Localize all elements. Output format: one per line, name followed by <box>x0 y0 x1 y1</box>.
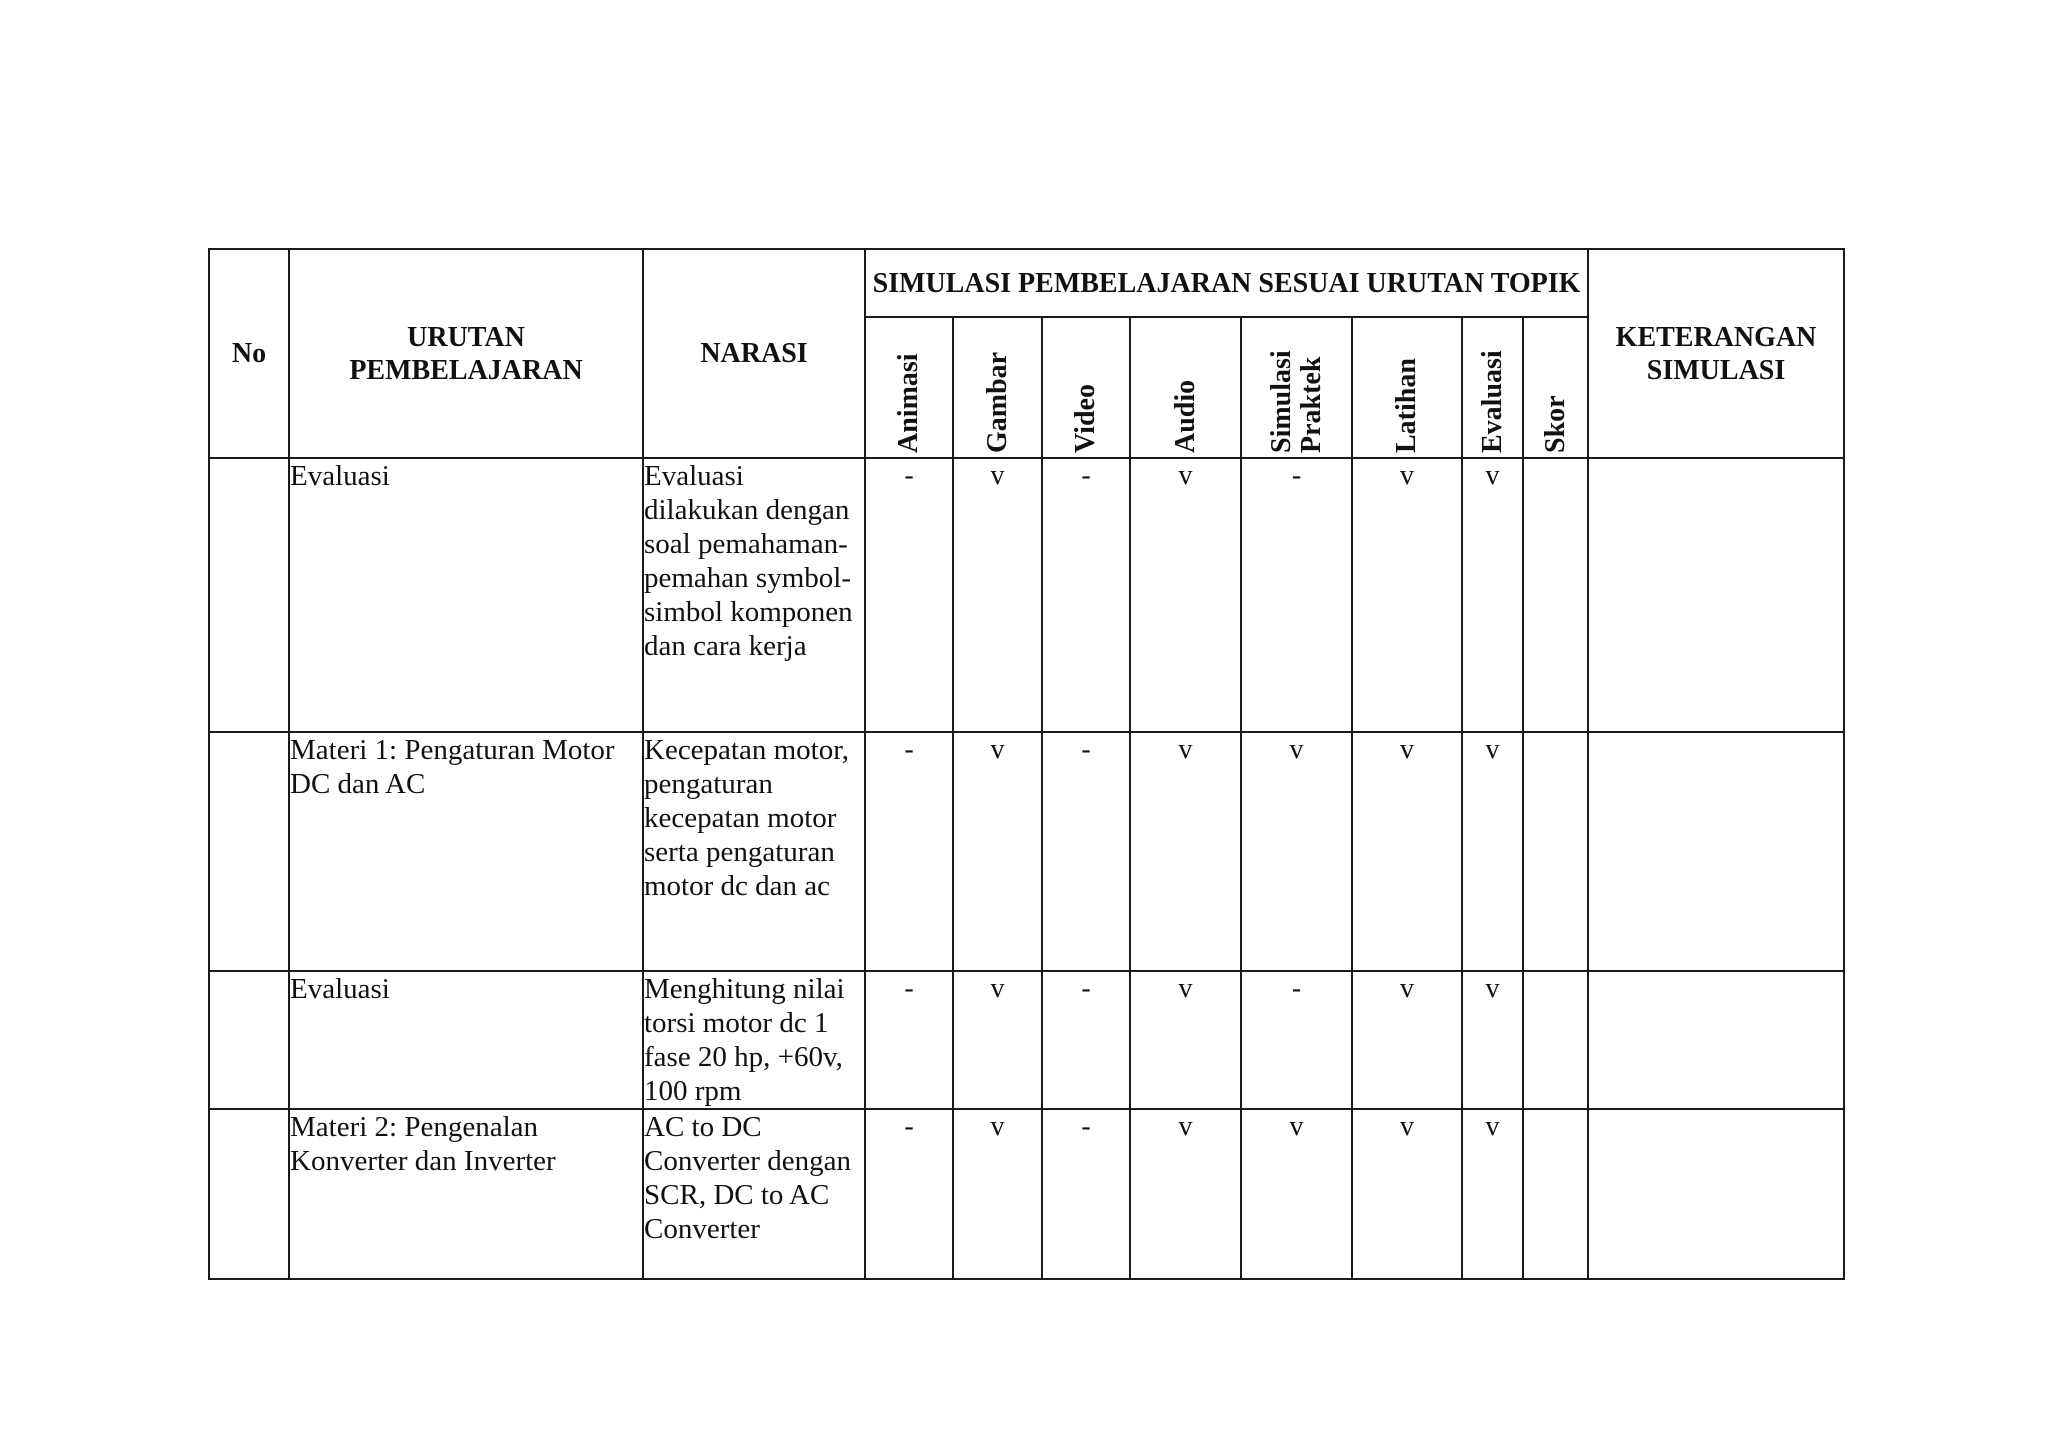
cell-video: - <box>1042 458 1130 732</box>
cell-urutan: Evaluasi <box>289 971 643 1109</box>
cell-video: - <box>1042 971 1130 1109</box>
cell-narasi: Kecepatan motor, pengaturan kecepatan motor serta pengaturan motor dc dan ac <box>643 732 865 971</box>
cell-audio: v <box>1130 732 1241 971</box>
cell-no <box>209 458 289 732</box>
header-gambar-label: Gambar <box>981 351 1013 453</box>
header-animasi-label: Animasi <box>893 352 924 453</box>
cell-narasi: AC to DC Converter dengan SCR, DC to AC Converter <box>643 1109 865 1279</box>
cell-skor <box>1523 971 1588 1109</box>
cell-urutan: Evaluasi <box>289 458 643 732</box>
header-video-label: Video <box>1070 383 1101 453</box>
cell-latihan: v <box>1352 458 1462 732</box>
header-latihan-label: Latihan <box>1391 357 1422 453</box>
header-latihan <box>1352 317 1462 458</box>
cell-simulasi-praktek: - <box>1241 971 1352 1109</box>
cell-skor <box>1523 458 1588 732</box>
cell-gambar: v <box>953 1109 1042 1279</box>
cell-animasi: - <box>865 971 953 1109</box>
header-simulasi-group: SIMULASI PEMBELAJARAN SESUAI URUTAN TOPIK <box>865 249 1588 317</box>
cell-latihan: v <box>1352 971 1462 1109</box>
header-urutan-pembelajaran: URUTAN PEMBELAJARAN <box>289 249 643 458</box>
cell-skor <box>1523 1109 1588 1279</box>
cell-evaluasi: v <box>1462 458 1523 732</box>
cell-audio: v <box>1130 1109 1241 1279</box>
header-audio-label: Audio <box>1169 379 1201 453</box>
table-row <box>209 458 1844 732</box>
cell-no <box>209 1109 289 1279</box>
cell-evaluasi: v <box>1462 732 1523 971</box>
cell-gambar: v <box>953 458 1042 732</box>
cell-audio: v <box>1130 458 1241 732</box>
header-evaluasi-label: Evaluasi <box>1476 349 1508 453</box>
cell-keterangan <box>1588 732 1844 971</box>
cell-keterangan <box>1588 1109 1844 1279</box>
cell-simulasi-praktek: - <box>1241 458 1352 732</box>
cell-narasi: Evaluasi dilakukan dengan soal pemahaman-pemahan symbol-simbol komponen dan cara kerja <box>643 458 865 732</box>
cell-animasi: - <box>865 732 953 971</box>
header-narasi: NARASI <box>643 249 865 458</box>
cell-latihan: v <box>1352 732 1462 971</box>
cell-animasi: - <box>865 1109 953 1279</box>
cell-animasi: - <box>865 458 953 732</box>
cell-video: - <box>1042 1109 1130 1279</box>
cell-no <box>209 732 289 971</box>
cell-simulasi-praktek: v <box>1241 1109 1352 1279</box>
table-row <box>209 732 1844 971</box>
cell-urutan: Materi 1: Pengaturan Motor DC dan AC <box>289 732 643 971</box>
header-simulasi-praktek <box>1241 317 1352 458</box>
cell-no <box>209 971 289 1109</box>
cell-simulasi-praktek: v <box>1241 732 1352 971</box>
learning-simulation-table <box>208 248 1845 1280</box>
header-evaluasi <box>1462 317 1523 458</box>
header-video <box>1042 317 1130 458</box>
header-skor <box>1523 317 1588 458</box>
cell-skor <box>1523 732 1588 971</box>
table-row <box>209 1109 1844 1279</box>
cell-video: - <box>1042 732 1130 971</box>
header-animasi <box>865 317 953 458</box>
header-skor-label: Skor <box>1539 394 1571 453</box>
cell-evaluasi: v <box>1462 1109 1523 1279</box>
cell-gambar: v <box>953 732 1042 971</box>
cell-keterangan <box>1588 971 1844 1109</box>
header-audio <box>1130 317 1241 458</box>
cell-latihan: v <box>1352 1109 1462 1279</box>
cell-audio: v <box>1130 971 1241 1109</box>
cell-keterangan <box>1588 458 1844 732</box>
header-keterangan-simulasi: KETERANGAN SIMULASI <box>1588 249 1844 458</box>
cell-urutan: Materi 2: Pengenalan Konverter dan Inverter <box>289 1109 643 1279</box>
cell-gambar: v <box>953 971 1042 1109</box>
header-no: No <box>209 249 289 458</box>
header-row-top <box>209 249 1844 317</box>
cell-evaluasi: v <box>1462 971 1523 1109</box>
table-row <box>209 971 1844 1109</box>
header-simulasi-praktek-label: Simulasi Praktek <box>1265 349 1327 453</box>
cell-narasi: Menghitung nilai torsi motor dc 1 fase 20 hp, +60v, 100 rpm <box>643 971 865 1109</box>
header-gambar <box>953 317 1042 458</box>
